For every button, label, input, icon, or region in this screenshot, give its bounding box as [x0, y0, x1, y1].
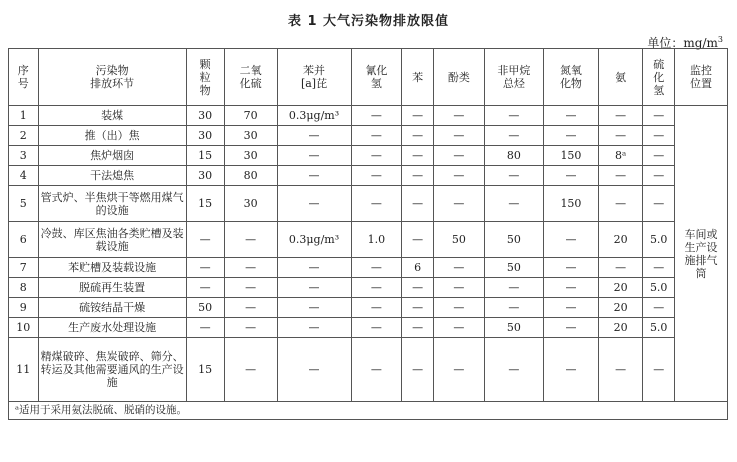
column-header: 苯 [402, 49, 434, 106]
limit-value: — [186, 222, 224, 258]
table-row [9, 186, 728, 222]
table-row [9, 126, 728, 146]
limit-value: — [277, 298, 351, 318]
limit-value: — [598, 258, 642, 278]
table-row [9, 146, 728, 166]
limit-value: 6 [402, 258, 434, 278]
limit-value: 15 [186, 338, 224, 402]
table-row [9, 258, 728, 278]
limit-value: — [643, 166, 675, 186]
row-number: 5 [9, 186, 39, 222]
column-header: 污染物 排放环节 [38, 49, 186, 106]
column-header: 序 号 [9, 49, 39, 106]
limit-value: — [434, 146, 485, 166]
limit-value: — [402, 186, 434, 222]
limit-value: — [277, 258, 351, 278]
limit-value: — [543, 338, 598, 402]
limit-value: — [402, 126, 434, 146]
limit-value: — [351, 298, 402, 318]
limit-value: 0.3μg/m³ [277, 222, 351, 258]
limit-value: 50 [434, 222, 485, 258]
limit-value: — [434, 278, 485, 298]
limit-value: — [434, 258, 485, 278]
limit-value: — [484, 166, 543, 186]
row-number: 7 [9, 258, 39, 278]
limit-value: — [402, 338, 434, 402]
limit-value: — [643, 146, 675, 166]
limit-value: — [186, 258, 224, 278]
limit-value: 50 [484, 258, 543, 278]
column-header: 氨 [598, 49, 642, 106]
emission-source: 冷鼓、库区焦油各类贮槽及装载设施 [38, 222, 186, 258]
limit-value: — [543, 126, 598, 146]
emission-source: 生产废水处理设施 [38, 318, 186, 338]
limit-value: — [543, 106, 598, 126]
limit-value: — [643, 258, 675, 278]
limit-value: 8ᵃ [598, 146, 642, 166]
limit-value: 80 [224, 166, 277, 186]
limit-value: — [598, 338, 642, 402]
row-number: 11 [9, 338, 39, 402]
limit-value: — [484, 106, 543, 126]
limit-value: — [434, 166, 485, 186]
limit-value: 50 [186, 298, 224, 318]
emission-source: 硫铵结晶干燥 [38, 298, 186, 318]
limit-value: 30 [224, 146, 277, 166]
column-header: 二氧 化硫 [224, 49, 277, 106]
limit-value: — [351, 186, 402, 222]
limit-value: — [277, 318, 351, 338]
limit-value: 5.0 [643, 278, 675, 298]
limit-value: — [434, 106, 485, 126]
limit-value: — [351, 166, 402, 186]
table-row [9, 106, 728, 126]
column-header: 颗 粒 物 [186, 49, 224, 106]
emission-limits-table [8, 48, 728, 420]
column-header: 酚类 [434, 49, 485, 106]
row-number: 3 [9, 146, 39, 166]
limit-value: — [434, 298, 485, 318]
limit-value: — [543, 166, 598, 186]
limit-value: — [224, 338, 277, 402]
emission-source: 脱硫再生装置 [38, 278, 186, 298]
limit-value: — [224, 258, 277, 278]
limit-value: — [186, 278, 224, 298]
limit-value: — [224, 222, 277, 258]
limit-value: — [543, 318, 598, 338]
limit-value: 30 [224, 186, 277, 222]
limit-value: — [643, 298, 675, 318]
limit-value: 150 [543, 186, 598, 222]
limit-value: — [224, 278, 277, 298]
emission-source: 装煤 [38, 106, 186, 126]
limit-value: — [598, 126, 642, 146]
limit-value: 30 [224, 126, 277, 146]
limit-value: — [543, 278, 598, 298]
limit-value: — [277, 166, 351, 186]
limit-value: — [434, 126, 485, 146]
limit-value: — [484, 126, 543, 146]
limit-value: 20 [598, 298, 642, 318]
limit-value: — [351, 258, 402, 278]
row-number: 1 [9, 106, 39, 126]
column-header: 硫 化 氢 [643, 49, 675, 106]
limit-value: 50 [484, 222, 543, 258]
limit-value: — [484, 278, 543, 298]
table-row [9, 338, 728, 402]
limit-value: — [402, 146, 434, 166]
limit-value: — [402, 166, 434, 186]
limit-value: — [186, 318, 224, 338]
limit-value: — [484, 186, 543, 222]
limit-value: — [277, 186, 351, 222]
table-title: 表 1 大气污染物排放限值 [287, 14, 450, 29]
limit-value: 0.3μg/m³ [277, 106, 351, 126]
limit-value: — [598, 106, 642, 126]
limit-value: — [351, 106, 402, 126]
limit-value: — [434, 186, 485, 222]
limit-value: — [434, 318, 485, 338]
limit-value: — [224, 318, 277, 338]
table-row [9, 222, 728, 258]
monitor-location: 车间或生产设施排气筒 [675, 106, 728, 402]
table-row [9, 298, 728, 318]
emission-source: 苯贮槽及装载设施 [38, 258, 186, 278]
limit-value: — [277, 126, 351, 146]
column-header: 苯并 [a]芘 [277, 49, 351, 106]
row-number: 4 [9, 166, 39, 186]
footnote-row [9, 402, 728, 420]
emission-source: 管式炉、半焦烘干等燃用煤气的设施 [38, 186, 186, 222]
header-row [9, 49, 728, 106]
limit-value: — [543, 222, 598, 258]
limit-value: — [643, 338, 675, 402]
limit-value: — [351, 146, 402, 166]
column-header: 氰化 氢 [351, 49, 402, 106]
table-row [9, 278, 728, 298]
limit-value: 30 [186, 166, 224, 186]
footnote: ᵃ适用于采用氨法脱硫、脱硝的设施。 [9, 402, 728, 420]
limit-value: 30 [186, 126, 224, 146]
limit-value: — [351, 278, 402, 298]
limit-value: — [598, 166, 642, 186]
limit-value: — [402, 318, 434, 338]
emission-source: 精煤破碎、焦炭破碎、筛分、转运及其他需要通风的生产设施 [38, 338, 186, 402]
column-header: 监控 位置 [675, 49, 728, 106]
row-number: 9 [9, 298, 39, 318]
limit-value: — [277, 146, 351, 166]
row-number: 2 [9, 126, 39, 146]
limit-value: — [484, 298, 543, 318]
limit-value: 70 [224, 106, 277, 126]
limit-value: 150 [543, 146, 598, 166]
emission-source: 推（出）焦 [38, 126, 186, 146]
limit-value: 20 [598, 318, 642, 338]
limit-value: — [402, 106, 434, 126]
limit-value: — [277, 338, 351, 402]
limit-value: — [224, 298, 277, 318]
row-number: 8 [9, 278, 39, 298]
limit-value: 80 [484, 146, 543, 166]
column-header: 氮氧 化物 [543, 49, 598, 106]
limit-value: — [434, 338, 485, 402]
limit-value: 5.0 [643, 318, 675, 338]
limit-value: 50 [484, 318, 543, 338]
limit-value: 30 [186, 106, 224, 126]
table-row [9, 166, 728, 186]
table-row [9, 318, 728, 338]
limit-value: — [277, 278, 351, 298]
limit-value: — [643, 186, 675, 222]
limit-value: — [402, 278, 434, 298]
limit-value: — [351, 318, 402, 338]
limit-value: 5.0 [643, 222, 675, 258]
row-number: 6 [9, 222, 39, 258]
limit-value: — [402, 222, 434, 258]
table-body [9, 106, 728, 420]
emission-source: 干法熄焦 [38, 166, 186, 186]
limit-value: 20 [598, 278, 642, 298]
limit-value: — [351, 126, 402, 146]
limit-value: — [543, 298, 598, 318]
limit-value: — [643, 126, 675, 146]
unit-label: 单位：$mg/m^3$ [647, 35, 723, 50]
limit-value: — [351, 338, 402, 402]
column-header: 非甲烷 总烃 [484, 49, 543, 106]
emission-source: 焦炉烟囱 [38, 146, 186, 166]
limit-value: — [643, 106, 675, 126]
limit-value: 15 [186, 146, 224, 166]
limit-value: 1.0 [351, 222, 402, 258]
row-number: 10 [9, 318, 39, 338]
limit-value: — [598, 186, 642, 222]
limit-value: 20 [598, 222, 642, 258]
limit-value: — [402, 298, 434, 318]
limit-value: — [543, 258, 598, 278]
limit-value: — [484, 338, 543, 402]
limit-value: 15 [186, 186, 224, 222]
